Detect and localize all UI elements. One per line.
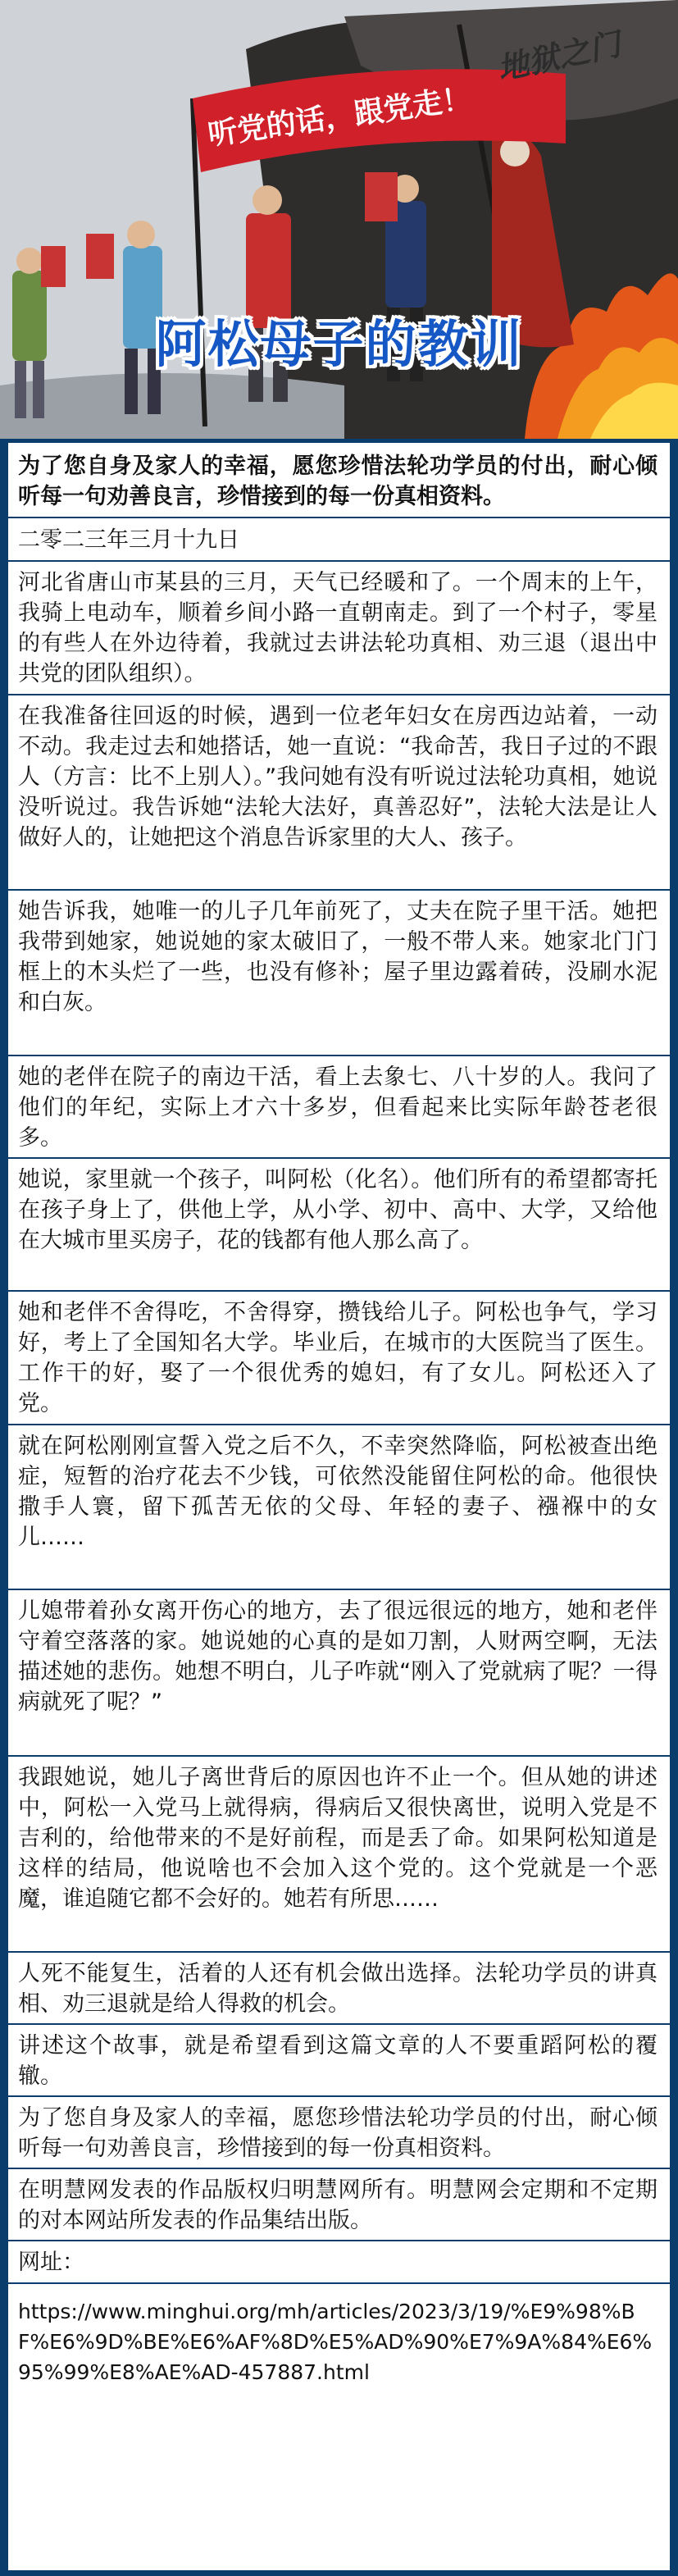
divider	[8, 889, 670, 891]
divider	[8, 2240, 670, 2241]
paragraph: 讲述这个故事，就是希望看到这篇文章的人不要重蹈阿松的覆辙。	[18, 2033, 658, 2089]
divider	[8, 1755, 670, 1757]
flag-slogan: 听党的话，跟党走！	[206, 81, 474, 153]
paragraph: 她和老伴不舍得吃，不舍得穿，攒钱给儿子。阿松也争气，学习好，考上了全国知名大学。毕业后，在城市的大医院当了医生。工作干的好，娶了一个很优秀的媳妇，有了女儿。阿松还入了党。	[18, 1300, 658, 1416]
paragraph: 为了您自身及家人的幸福，愿您珍惜法轮功学员的付出，耐心倾听每一句劝善良言，珍惜接到的每一份真相资料。	[18, 2105, 658, 2161]
url-label: 网址：	[18, 2250, 84, 2275]
divider	[8, 694, 670, 695]
paragraph: 她说，家里就一个孩子，叫阿松（化名）。他们所有的希望都寄托在孩子身上了，供他上学，从小学、初中、高中、大学，又给他在大城市里买房子，花的钱都有他人那么高了。	[18, 1167, 658, 1253]
paragraph: 人死不能复生，活着的人还有机会做出选择。法轮功学员的讲真相、劝三退就是给人得救的机会。	[18, 1961, 658, 2017]
banner-illustration	[0, 0, 678, 439]
divider	[8, 1951, 670, 1953]
paragraph: 她告诉我，她唯一的儿子几年前死了，丈夫在院子里干活。她把我带到她家，她说她的家太破旧了，一般不带人来。她家北门门框上的木头烂了一些，也没有修补；屋子里边露着砖，没刷水泥和白灰。	[18, 899, 658, 1015]
article-title: 阿松母子的教训	[155, 314, 523, 374]
divider	[8, 1589, 670, 1590]
divider	[8, 1290, 670, 1292]
paragraph: 在我准备往回返的时候，遇到一位老年妇女在房西边站着，一动不动。我走过去和她搭话，她一直说：“我命苦，我日子过的不跟人（方言：比不上别人）。”我问她有没有听说过法轮功真相，她说没听说过。我告诉她“法轮大法好，真善忍好”，法轮大法是让人做好人的，让她把这个消息告诉家里的大人、孩子。	[18, 704, 658, 850]
divider	[8, 2095, 670, 2097]
divider	[8, 2168, 670, 2169]
divider	[8, 1424, 670, 1425]
divider	[8, 2023, 670, 2025]
paragraph: 我跟她说，她儿子离世背后的原因也许不止一个。但从她的讲述中，阿松一入党马上就得病，得病后又很快离世，说明入党是不吉利的，给他带来的不是好前程，而是丢了命。如果阿松知道是这样的结局，他说啥也不会加入这个党的。这个党就是一个恶魔，谁追随它都不会好的。她若有所思……	[18, 1765, 658, 1912]
divider	[8, 517, 670, 518]
article-body	[8, 443, 670, 2570]
paragraph: 儿媳带着孙女离开伤心的地方，去了很远很远的地方，她和老伴守着空落落的家。她说她的心真的是如刀割，人财两空啊，无法描述她的悲伤。她想不明白，儿子咋就“刚入了党就病了呢？一得病就死了呢？”	[18, 1598, 658, 1715]
divider	[8, 1055, 670, 1056]
divider	[8, 1157, 670, 1159]
intro-paragraph: 为了您自身及家人的幸福，愿您珍惜法轮功学员的付出，耐心倾听每一句劝善良言，珍惜接到的每一份真相资料。	[18, 454, 658, 509]
gate-sign-text: 地狱之门	[494, 25, 624, 88]
article-date: 二零二三年三月十九日	[18, 527, 239, 553]
paragraph: 河北省唐山市某县的三月，天气已经暖和了。一个周末的上午，我骑上电动车，顺着乡间小路一直朝南走。到了一个村子，零星的有些人在外边待着，我就过去讲法轮功真相、劝三退（退出中共党的团队组织）。	[18, 570, 658, 686]
divider	[8, 2282, 670, 2284]
paragraph: 就在阿松刚刚宣誓入党之后不久，不幸突然降临，阿松被查出绝症，短暂的治疗花去不少钱，可依然没能留住阿松的命。他很快撒手人寰，留下孤苦无依的父母、年轻的妻子、襁褓中的女儿……	[18, 1434, 658, 1550]
copyright-notice: 在明慧网发表的作品版权归明慧网所有。明慧网会定期和不定期的对本网站所发表的作品集结出版。	[18, 2177, 658, 2233]
article-url-link[interactable]: https://www.minghui.org/mh/articles/2023/3/19/%E9%98%BF%E6%9D%BE%E6%AF%8D%E5%AD%90%E7%9A%84%E6%95%99%E8%AE%AD-457887.html	[18, 2300, 653, 2384]
paragraph: 她的老伴在院子的南边干活，看上去象七、八十岁的人。我问了他们的年纪，实际上才六十多岁，但看起来比实际年龄苍老很多。	[18, 1065, 658, 1151]
divider	[8, 560, 670, 562]
